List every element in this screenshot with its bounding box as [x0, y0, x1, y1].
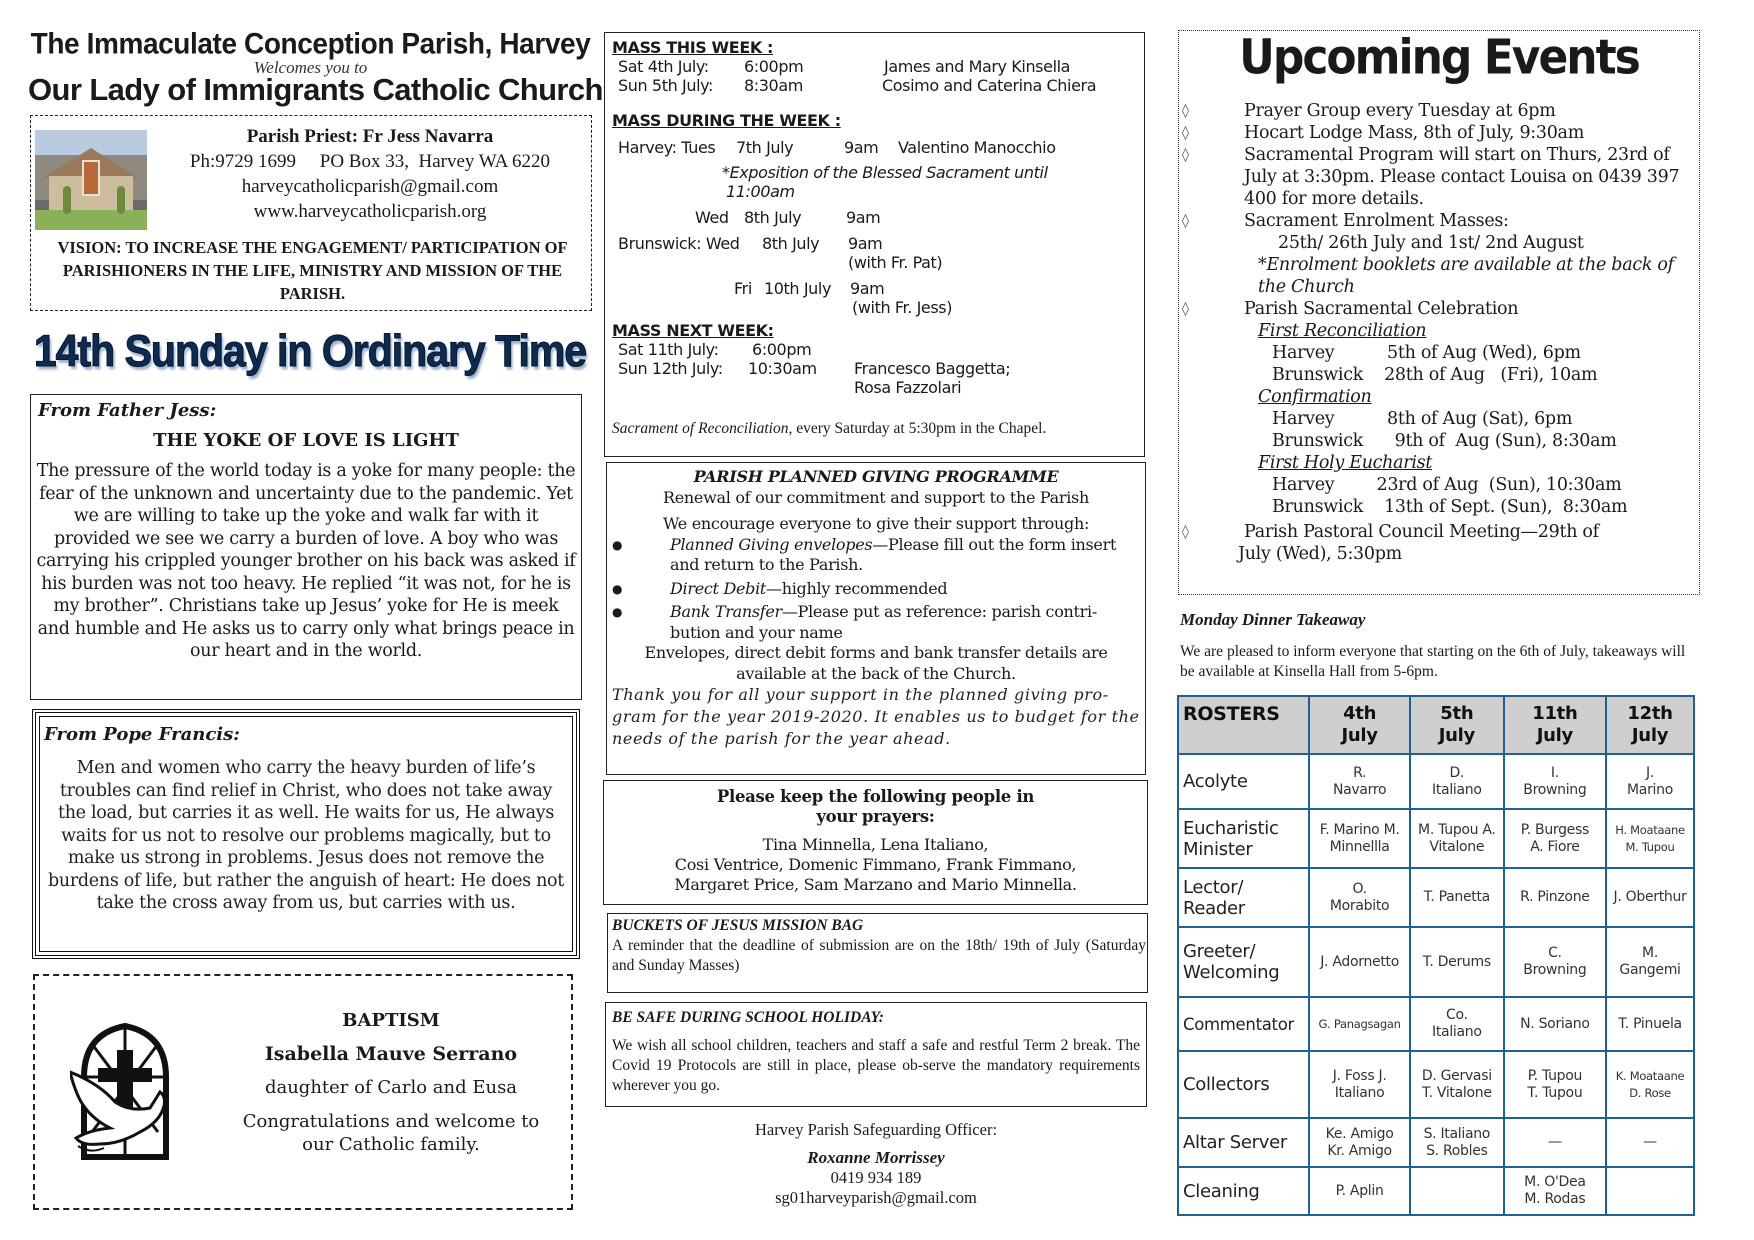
mass-row: Sat 11th July: 6:00pm	[618, 340, 812, 359]
dove-cross-window-icon	[70, 1022, 180, 1172]
mass-row: Fri 10th July 9am	[734, 279, 885, 298]
giving-thanks: Thank you for all your support in the planned giving pro-gram for the year 2019-2020. It enables us to budget for the needs of the parish for the year ahead.	[612, 685, 1140, 748]
mass-row: Sun 5th July: 8:30am Cosimo and Caterina Chiera	[618, 76, 1097, 95]
roster-date-header: 5th July	[1410, 696, 1504, 754]
baptism-name: Isabella Mauve Serrano	[264, 1043, 518, 1065]
safeguarding-name: Roxanne Morrissey	[807, 1148, 945, 1167]
be-safe-body: We wish all school children, teachers and staff a safe and restful Term 2 break. The Covid 19 Protocols are still in place, please ob-serve the mandatory requirements wherever you go.	[612, 1037, 1140, 1094]
vision-statement: VISION: TO INCREASE THE ENGAGEMENT/ PARTICIPATION OF PARISHIONERS IN THE LIFE, MINISTRY AND MISSION OF THE PARISH.	[57, 238, 568, 303]
parish-name-heading: The Immaculate Conception Parish, Harvey	[30, 27, 591, 60]
mass-row: Harvey: Tues 7th July 9am Valentino Manocchio	[618, 138, 1056, 157]
buckets-body: A reminder that the deadline of submission are on the 18th/ 19th of July (Saturday and Sunday Masses)	[612, 937, 1146, 974]
welcome-text: Welcomes you to	[253, 58, 368, 77]
mass-note: *Exposition of the Blessed Sacrament until	[722, 163, 1048, 182]
roster-date-header: 4th July	[1309, 696, 1410, 754]
baptism-parents: daughter of Carlo and Eusa	[264, 1077, 518, 1098]
buckets-notice	[612, 916, 1146, 976]
giving-item: ● Bank Transfer—Please put as reference: parish contri-bution and your name	[612, 602, 1140, 643]
table-row: Greeter/ Welcoming J. Adornetto T. Derums C. Browning M. Gangemi	[1178, 927, 1694, 997]
baptism-announcement	[226, 1010, 556, 1156]
safeguarding-officer	[605, 1120, 1147, 1208]
mass-row: Sat 4th July: 6:00pm James and Mary Kinsella	[618, 57, 1071, 76]
father-jess-title: THE YOKE OF LOVE IS LIGHT	[153, 430, 459, 451]
table-row: Lector/ Reader O. Morabito T. Panetta R. Pinzone J. Oberthur	[1178, 868, 1694, 927]
prayer-list: Please keep the following people in your prayers: Tina Minnella, Lena Italiano, Cosi Ventrice, Domenic Fimmano, Frank Fimmano, Margaret Price, Sam Marzano and Mario Minnella.	[603, 787, 1148, 895]
roster-date-header: 12th July	[1606, 696, 1694, 754]
parish-email[interactable]: harveycatholicparish@gmail.com	[241, 176, 499, 197]
mass-during-week-heading: MASS DURING THE WEEK :	[612, 111, 841, 130]
baptism-title: BAPTISM	[342, 1010, 440, 1031]
parish-website[interactable]: www.harveycatholicparish.org	[253, 201, 487, 222]
giving-subtitle: Renewal of our commitment and support to the Parish	[663, 487, 1089, 507]
table-row: Cleaning P. Aplin M. O'Dea M. Rodas	[1178, 1167, 1694, 1215]
father-jess-label: From Father Jess:	[38, 400, 217, 421]
safeguarding-label: Harvey Parish Safeguarding Officer:	[754, 1120, 998, 1139]
mass-note: 11:00am	[726, 182, 795, 201]
giving-availability: Envelopes, direct debit forms and bank transfer details are available at the back of the Church.	[644, 643, 1108, 683]
safeguarding-phone: 0419 934 189	[830, 1168, 922, 1187]
mass-row: Brunswick: Wed 8th July 9am	[618, 234, 883, 253]
parish-priest: Parish Priest: Fr Jess Navarra	[246, 126, 494, 147]
mass-row: Wed 8th July 9am	[695, 208, 881, 227]
be-safe-notice	[612, 1008, 1140, 1096]
giving-item: ● Direct Debit—highly recommended	[612, 579, 1140, 600]
church-photo	[35, 130, 147, 230]
reconciliation-note: Sacrament of Reconciliation, every Saturday at 5:30pm in the Chapel.	[612, 420, 1047, 437]
mass-times	[612, 38, 1142, 397]
takeaway-heading: Monday Dinner Takeaway	[1180, 610, 1366, 629]
diamond-bullet-icon: ◊	[1182, 524, 1189, 540]
diamond-bullet-icon: ◊	[1182, 103, 1189, 119]
be-safe-heading: BE SAFE DURING SCHOOL HOLIDAY:	[612, 1009, 884, 1026]
church-name-heading: Our Lady of Immigrants Catholic Church	[28, 72, 603, 107]
table-row: Commentator G. Panagsagan Co. Italiano N. Soriano T. Pinuela	[1178, 997, 1694, 1051]
upcoming-events-title: Upcoming Events	[1239, 29, 1639, 86]
safeguarding-email[interactable]: sg01harveyparish@gmail.com	[775, 1188, 977, 1207]
event-item: ◊ Sacrament Enrolment Masses: 25th/ 26th July and 1st/ 2nd August *Enrolment booklets are available at the back of the Church	[1182, 211, 1674, 297]
pope-francis-body: Men and women who carry the heavy burden of life’s troubles can find relief in Christ, who does not take away the load, but carries it as well. He waits for us, He always waits for us not to resolve our problems magically, but to make us strong in problems. Jesus does not remove the burdens of life, but rather the anguish of heart: He does not take the cross away from us, but carries with us.	[47, 758, 565, 913]
table-row: Acolyte R. Navarro D. Italiano I. Browning J. Marino	[1178, 754, 1694, 809]
event-item: ◊ Parish Sacramental Celebration First Reconciliation Harvey 5th of Aug (Wed), 6pm Brunswick 28th of Aug (Fri), 10am Confirmation Harvey 8th of Aug (Sat), 6pm Brunswick 9th of Aug (Sun), 8:30am First Holy Eucharist Harvey 23rd of Aug (Sun), 10:30am Brunswick 13th of Sept. (Sun), 8:30am	[1182, 299, 1628, 517]
contact-info	[150, 124, 590, 224]
mass-next-week-heading: MASS NEXT WEEK:	[612, 321, 774, 340]
mass-note: (with Fr. Jess)	[852, 298, 953, 317]
table-row: Eucharistic Minister F. Marino M. Minnellla M. Tupou A. Vitalone P. Burgess A. Fiore H. Moataane M. Tupou	[1178, 809, 1694, 868]
phone-address: Ph:9729 1699 PO Box 33, Harvey WA 6220	[189, 151, 551, 172]
diamond-bullet-icon: ◊	[1182, 213, 1189, 229]
event-item: ◊ Hocart Lodge Mass, 8th of July, 9:30am	[1182, 123, 1584, 143]
mass-row: Rosa Fazzolari	[854, 378, 962, 397]
prayers-heading: Please keep the following people in your prayers:	[716, 787, 1035, 826]
buckets-heading: BUCKETS OF JESUS MISSION BAG	[612, 917, 864, 934]
giving-title: PARISH PLANNED GIVING PROGRAMME	[693, 467, 1059, 486]
pope-francis-label: From Pope Francis:	[44, 724, 240, 745]
event-item: ◊ Parish Pastoral Council Meeting—29th of July (Wed), 5:30pm	[1182, 522, 1599, 564]
roster-table	[1177, 695, 1695, 1216]
roster-header: ROSTERS	[1178, 696, 1309, 754]
diamond-bullet-icon: ◊	[1182, 147, 1189, 163]
diamond-bullet-icon: ◊	[1182, 125, 1189, 141]
table-row: Collectors J. Foss J. Italiano D. Gervasi T. Vitalone P. Tupou T. Tupou K. Moataane D. Rose	[1178, 1051, 1694, 1118]
upcoming-events-list	[1182, 100, 1692, 565]
mass-row: Sun 12th July: 10:30am Francesco Baggetta;	[618, 359, 1011, 378]
takeaway-body: We are pleased to inform everyone that starting on the 6th of July, takeaways will be available at Kinsella Hall from 5-6pm.	[1180, 643, 1686, 680]
event-item: ◊ Prayer Group every Tuesday at 6pm	[1182, 101, 1556, 121]
planned-giving	[612, 467, 1140, 750]
baptism-message: Congratulations and welcome to our Catholic family.	[242, 1111, 540, 1155]
mass-this-week-heading: MASS THIS WEEK :	[612, 38, 774, 57]
mass-note: (with Fr. Pat)	[848, 253, 943, 272]
sunday-title: 14th Sunday in Ordinary Time	[33, 326, 587, 376]
roster-header-row	[1178, 696, 1694, 754]
diamond-bullet-icon: ◊	[1182, 301, 1189, 317]
event-item: ◊ Sacramental Program will start on Thurs, 23rd of July at 3:30pm. Please contact Louisa on 0439 397 400 for more details.	[1182, 145, 1680, 209]
giving-intro: We encourage everyone to give their support through:	[662, 514, 1090, 533]
table-row: Altar Server Ke. Amigo Kr. Amigo S. Italiano S. Robles — —	[1178, 1118, 1694, 1167]
roster-date-header: 11th July	[1504, 696, 1606, 754]
father-jess-body: The pressure of the world today is a yoke for many people: the fear of the unknown and uncertainty due to the pandemic. Yet we are willing to take up the yoke and walk far with it provided we see we carry a burden of love. A boy who was carrying his crippled younger brother on his back was asked if his burden was not too heavy. He replied “it was not, for he is my brother”. Christians take up Jesus’ yoke for He is meek and humble and He asks us to carry only what brings peace in our heart and in the world.	[36, 461, 576, 661]
giving-item: ● Planned Giving envelopes—Please fill out the form insert and return to the Parish.	[612, 535, 1140, 576]
